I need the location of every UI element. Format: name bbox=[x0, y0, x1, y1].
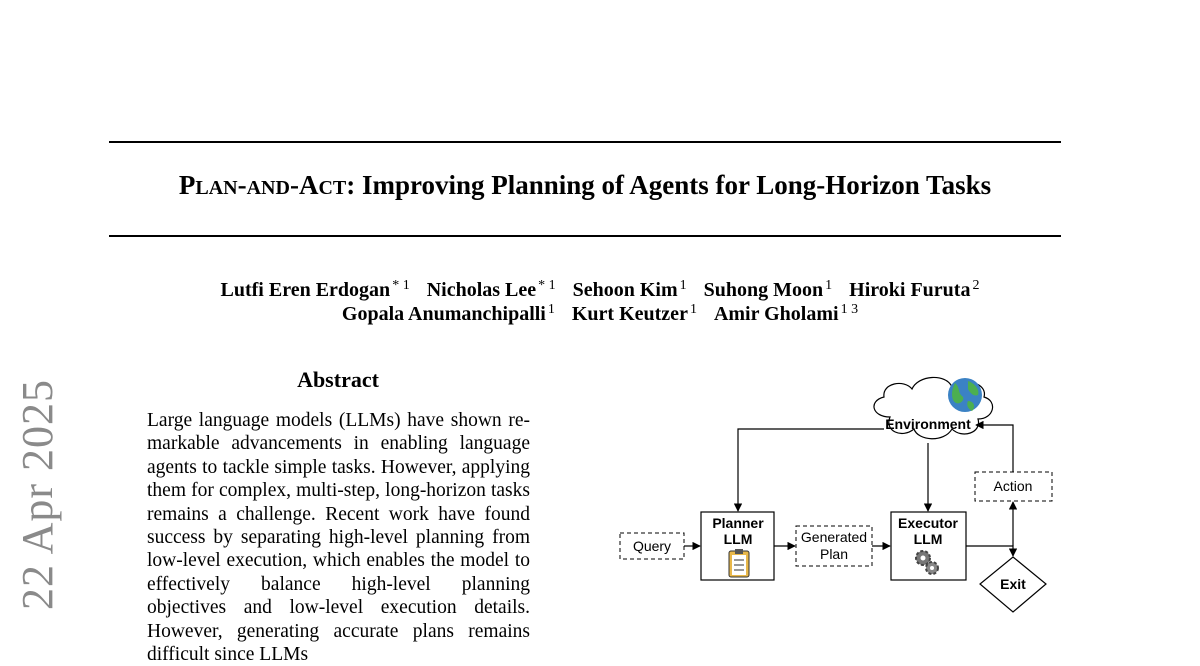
author: Hiroki Furuta $^2$ bbox=[849, 278, 980, 301]
abstract-heading: Abstract bbox=[297, 367, 379, 392]
title-rule-bottom bbox=[109, 235, 1061, 237]
author: Gopala Anumanchipalli $^1$ bbox=[341, 302, 555, 325]
author-list-line-1 bbox=[0, 278, 1200, 302]
title-rest: : Improving Planning of Agents for Long-Horizon Tasks bbox=[346, 170, 992, 200]
query-label: Query bbox=[632, 538, 672, 554]
author-list-line-2 bbox=[0, 302, 1200, 326]
planner-label-line1: Planner bbox=[712, 515, 764, 531]
clipboard-icon bbox=[729, 549, 749, 577]
plan-label-line1: Generated bbox=[800, 529, 868, 545]
paper-title bbox=[0, 170, 1170, 201]
executor-label-line2: LLM bbox=[913, 531, 943, 547]
environment-label: Environment bbox=[885, 416, 971, 432]
arxiv-date-stamp: 22 Apr 2025 bbox=[13, 379, 62, 610]
author: Nicholas Lee $^{* 1}$ bbox=[426, 278, 556, 301]
title-rule-top bbox=[109, 141, 1061, 143]
action-label: Action bbox=[993, 478, 1033, 494]
title-smallcaps: PLAN-AND-ACT bbox=[178, 170, 347, 200]
author: Lutfi Eren Erdogan $^{* 1}$ bbox=[220, 278, 410, 301]
globe-icon bbox=[948, 378, 982, 412]
author: Suhong Moon $^1$ bbox=[703, 278, 833, 301]
author: Kurt Keutzer $^1$ bbox=[571, 302, 697, 325]
exit-label: Exit bbox=[1000, 576, 1026, 592]
executor-label-line1: Executor bbox=[898, 515, 958, 531]
author: Sehoon Kim $^1$ bbox=[572, 278, 687, 301]
abstract-body: Large language models (LLMs) have shown remarkable advancements in enabling language agents to tackle simple tasks. However, applying them for complex, multi-step, long-horizon tasks remains a challenge. Recent work have found success by separating high-level planning from low-level execution, which enables the model to effectively balance high-level planning objectives and low-level execution details. However, generating accurate plans remains difficult since LLMs bbox=[147, 410, 530, 666]
author: Amir Gholami $^{1 3}$ bbox=[713, 302, 859, 325]
planner-label-line2: LLM bbox=[723, 531, 753, 547]
plan-and-act-diagram bbox=[600, 365, 1060, 630]
plan-label-line2: Plan bbox=[819, 546, 849, 562]
